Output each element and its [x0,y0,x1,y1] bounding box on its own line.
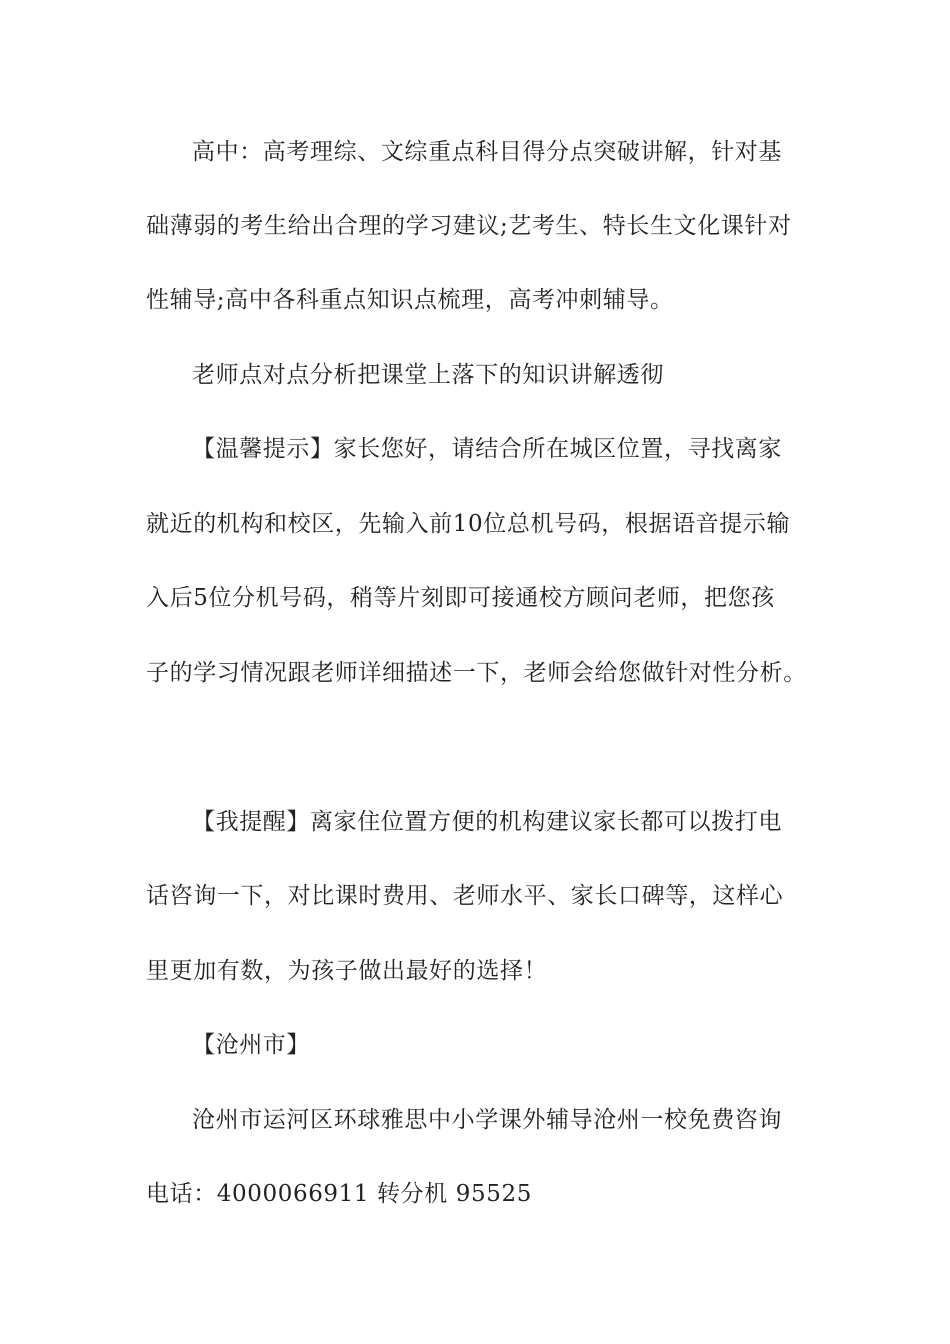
paragraph-line: 里更加有数，为孩子做出最好的选择！ [146,958,548,984]
paragraph-line: 子的学习情况跟老师详细描述一下，老师会给您做针对性分析。 [146,660,807,686]
paragraph-line: 话咨询一下，对比课时费用、老师水平、家长口碑等，这样心 [146,883,784,909]
city-heading: 【沧州市】 [192,1032,310,1058]
paragraph-line: 老师点对点分析把课堂上落下的知识讲解透彻 [192,362,664,388]
paragraph-line: 高中：高考理综、文综重点科目得分点突破讲解，针对基 [192,139,782,165]
warm-tip-line: 【温馨提示】家长您好，请结合所在城区位置，寻找离家 [192,436,782,462]
reminder-line: 【我提醒】离家住位置方便的机构建议家长都可以拨打电 [192,809,782,835]
paragraph-line: 入后5位分机号码，稍等片刻即可接通校方顾问老师，把您孩 [146,585,775,611]
paragraph-line: 就近的机构和校区，先输入前10位总机号码，根据语音提示输 [146,511,791,537]
paragraph-line: 性辅导;高中各科重点知识点梳理，高考冲刺辅导。 [146,287,674,313]
phone-line: 电话：4000066911 转分机 95525 [146,1181,532,1207]
paragraph-line: 础薄弱的考生给出合理的学习建议;艺考生、特长生文化课针对 [146,213,792,239]
school-line: 沧州市运河区环球雅思中小学课外辅导沧州一校免费咨询 [192,1107,782,1133]
